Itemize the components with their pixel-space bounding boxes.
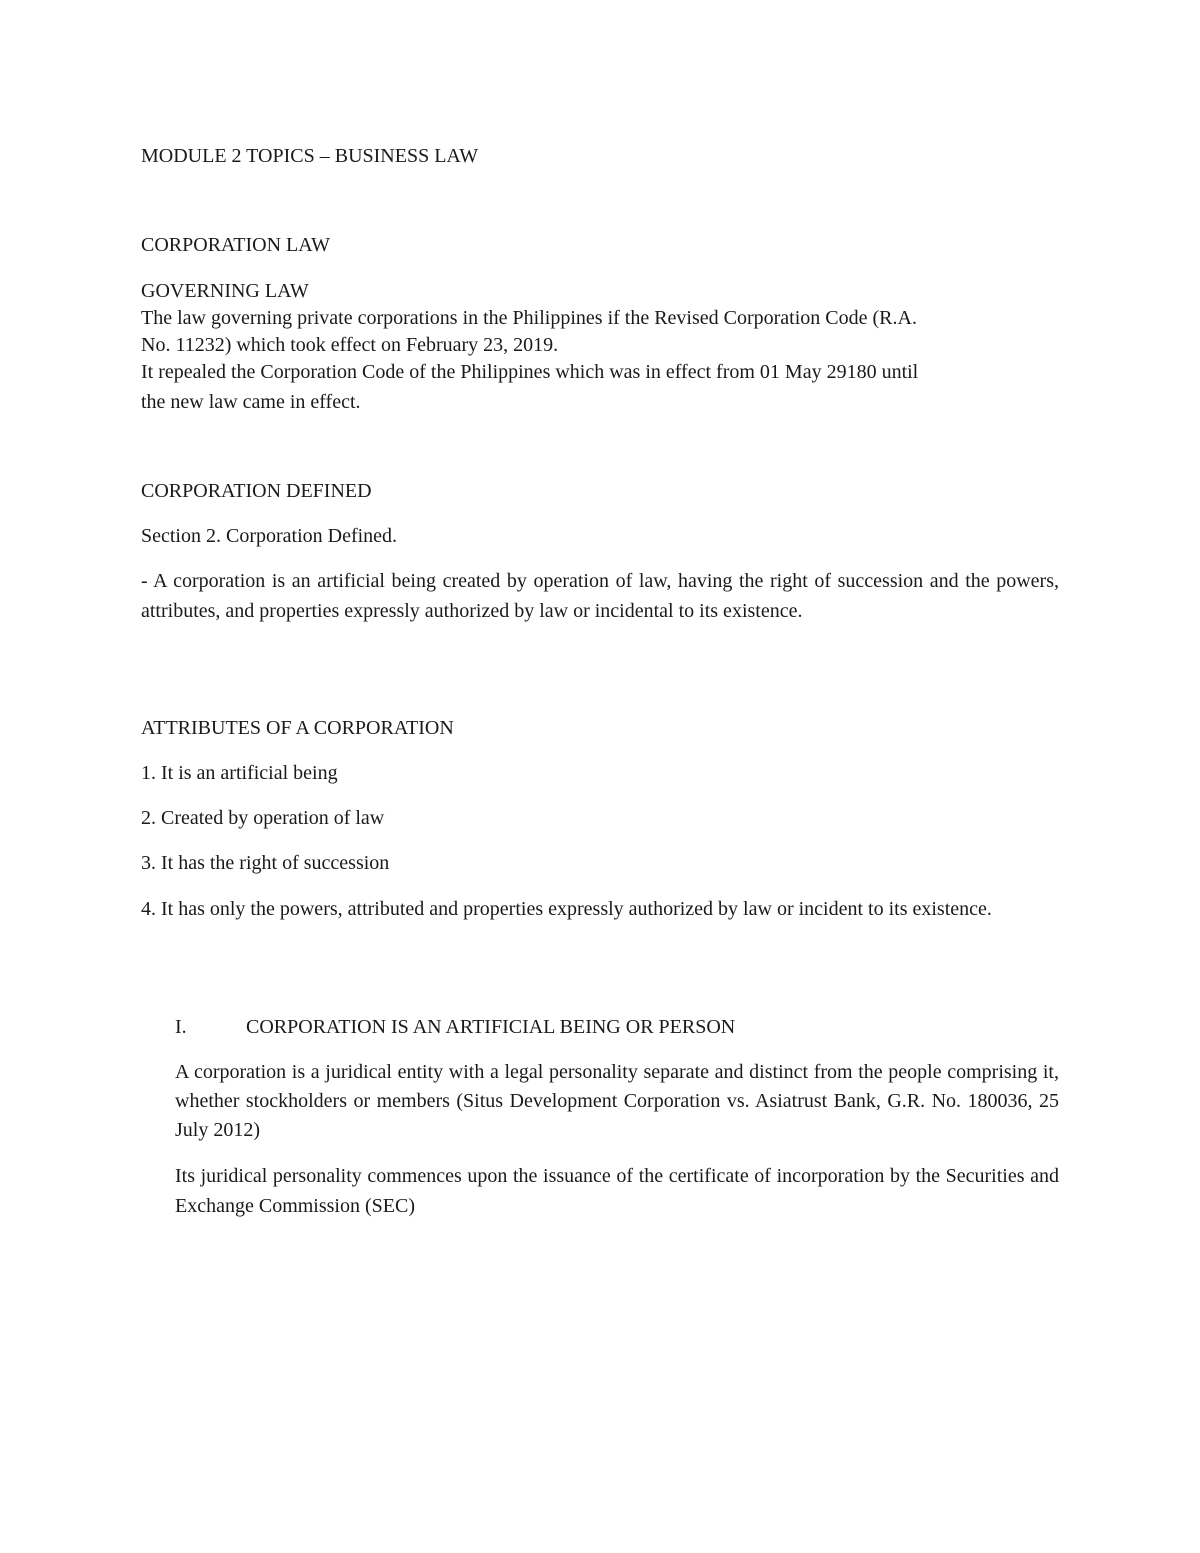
section-label: Section 2. Corporation Defined.	[141, 525, 398, 547]
attribute-item: 2. Created by operation of law	[141, 807, 385, 829]
module-title: MODULE 2 TOPICS – BUSINESS LAW	[141, 145, 479, 167]
governing-law-line: The law governing private corporations in the Philippines if the Revised Corporation Code (R.A.	[141, 307, 917, 329]
section-numeral: I.	[175, 1016, 187, 1038]
attribute-item: 1. It is an artificial being	[141, 762, 338, 784]
attributes-heading: ATTRIBUTES OF A CORPORATION	[141, 717, 454, 739]
corporation-defined-heading: CORPORATION DEFINED	[141, 480, 372, 502]
attribute-item: 3. It has the right of succession	[141, 852, 390, 874]
section-one-heading: CORPORATION IS AN ARTIFICIAL BEING OR PERSON	[246, 1016, 736, 1038]
attribute-item: 4. It has only the powers, attributed and properties expressly authorized by law or incident to its existence.	[141, 898, 992, 920]
governing-law-line: It repealed the Corporation Code of the Philippines which was in effect from 01 May 29180 until	[141, 361, 919, 383]
governing-law-line: the new law came in effect.	[141, 391, 361, 413]
governing-law-heading: GOVERNING LAW	[141, 280, 309, 302]
section-one-paragraph: Its juridical personality commences upon the issuance of the certificate of incorporation by the Securities and Exchange Commission (SEC)	[175, 1165, 1059, 1217]
definition-paragraph: - A corporation is an artificial being created by operation of law, having the right of succession and the powers, attributes, and properties expressly authorized by law or incidental to its existence.	[141, 570, 1059, 622]
section-one-paragraph: A corporation is a juridical entity with a legal personality separate and distinct from the people comprising it, whether stockholders or members (Situs Development Corporation vs. Asiatrust Bank, G.R. No. 180036, 25 July 2012)	[175, 1061, 1059, 1141]
section-heading: CORPORATION LAW	[141, 234, 330, 256]
governing-law-line: No. 11232) which took effect on February 23, 2019.	[141, 334, 559, 356]
